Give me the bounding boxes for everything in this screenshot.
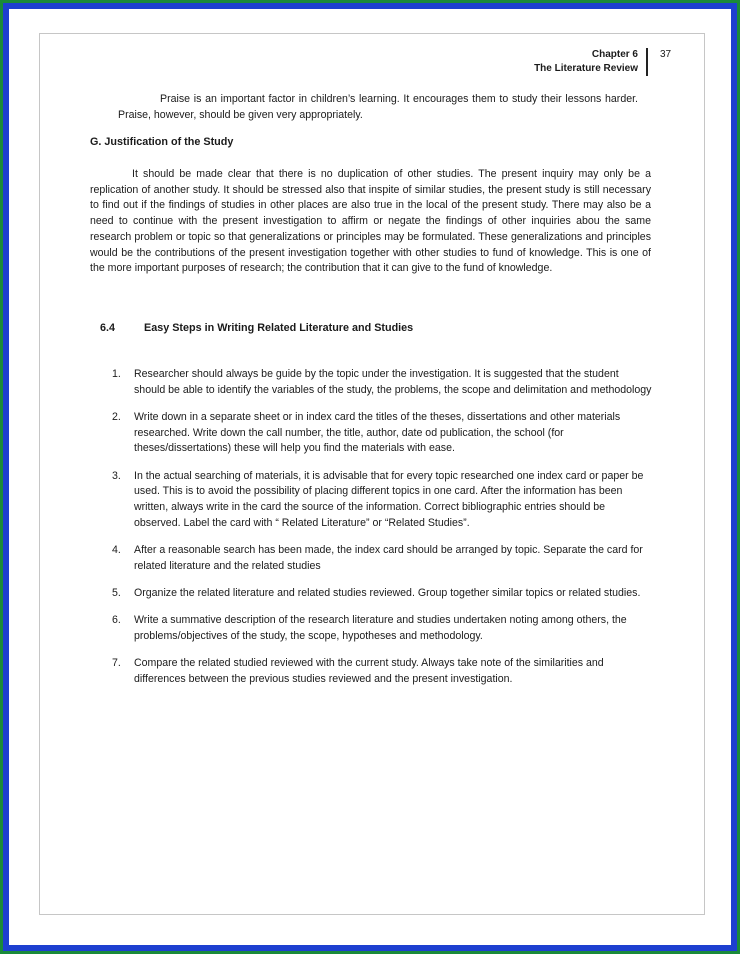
justification-paragraph: It should be made clear that there is no duplication of other studies. The present inquiry may only be a replication of another study. It should be stressed also that inspite of similar studies, the present study is still necessary to find out if the findings of studies in other places are also true in the local of the present study. There may also be a need to continue with the present investigation to affirm or negate the findings of other inquiries abou the same research problem or topic so that generalizations or principles may be formulated. These generalizations and principles would be the contributions of the present investigation together with other studies to fund of knowledge. This is one of the more important purposes of research; the contribution that it can give to the fund of knowledge. <box>90 168 651 275</box>
list-marker: 6. <box>112 614 121 627</box>
section-heading <box>100 322 413 334</box>
list-item-text: Compare the related studied reviewed with the current study. Always take note of the similarities and differences between the previous studies reviewed and the present investigation. <box>134 657 604 686</box>
steps-list <box>112 367 652 699</box>
list-item <box>112 469 652 532</box>
header-title: The Literature Review <box>534 63 638 74</box>
list-item <box>112 586 652 602</box>
list-item <box>112 656 652 687</box>
praise-paragraph: Praise is an important factor in children’s learning. It encourages them to study their lessons harder. Praise, however, should be given very appropriately. <box>118 93 638 121</box>
list-item-text: After a reasonable search has been made, the index card should be arranged by topic. Separate the card for related literature and the related studies <box>134 544 643 572</box>
list-marker: 3. <box>112 469 121 482</box>
list-item-text: Write a summative description of the research literature and studies undertaken noting among others, the problems/objectives of the study, the scope, hypotheses and methodology. <box>134 614 627 643</box>
list-marker: 2. <box>112 411 121 423</box>
outer-frame <box>3 3 737 951</box>
list-item-text: Researcher should always be guide by the topic under the investigation. It is suggested that the student should be able to identify the variables of the study, the problems, the scope and delimitation and methodology <box>134 368 652 396</box>
list-marker: 4. <box>112 544 121 557</box>
list-item-text: Write down in a separate sheet or in index card the titles of the theses, dissertations and other materials researched. Write down the call number, the title, author, date od publication, the school (for theses/dissertations) these will help you find the materials with ease. <box>134 411 621 455</box>
list-marker: 1. <box>112 368 121 380</box>
section-number: 6.4 <box>100 322 116 334</box>
list-item-text: In the actual searching of materials, it is advisable that for every topic researched one index card or paper be used. This is to avoid the possibility of placing different topics in one card. After the information has been written, always write in the card the source of the information. Correct bibliographic entries should be observed. Label the card with “ Related Literature” or “Related Studies”. <box>134 469 644 529</box>
frame-inner <box>9 9 731 945</box>
header-chapter: Chapter 6 <box>591 49 638 60</box>
list-item <box>112 367 652 398</box>
running-header <box>534 48 648 76</box>
list-item <box>112 410 652 457</box>
list-item-text: Organize the related literature and related studies reviewed. Group together similar topics or related studies. <box>134 587 641 600</box>
list-marker: 7. <box>112 657 121 670</box>
page-number: 37 <box>660 49 672 60</box>
justification-heading: G. Justification of the Study <box>90 136 234 148</box>
document-page <box>39 33 705 915</box>
section-title: Easy Steps in Writing Related Literature and Studies <box>144 322 414 334</box>
list-item <box>112 613 652 644</box>
list-marker: 5. <box>112 587 121 600</box>
list-item <box>112 543 652 574</box>
